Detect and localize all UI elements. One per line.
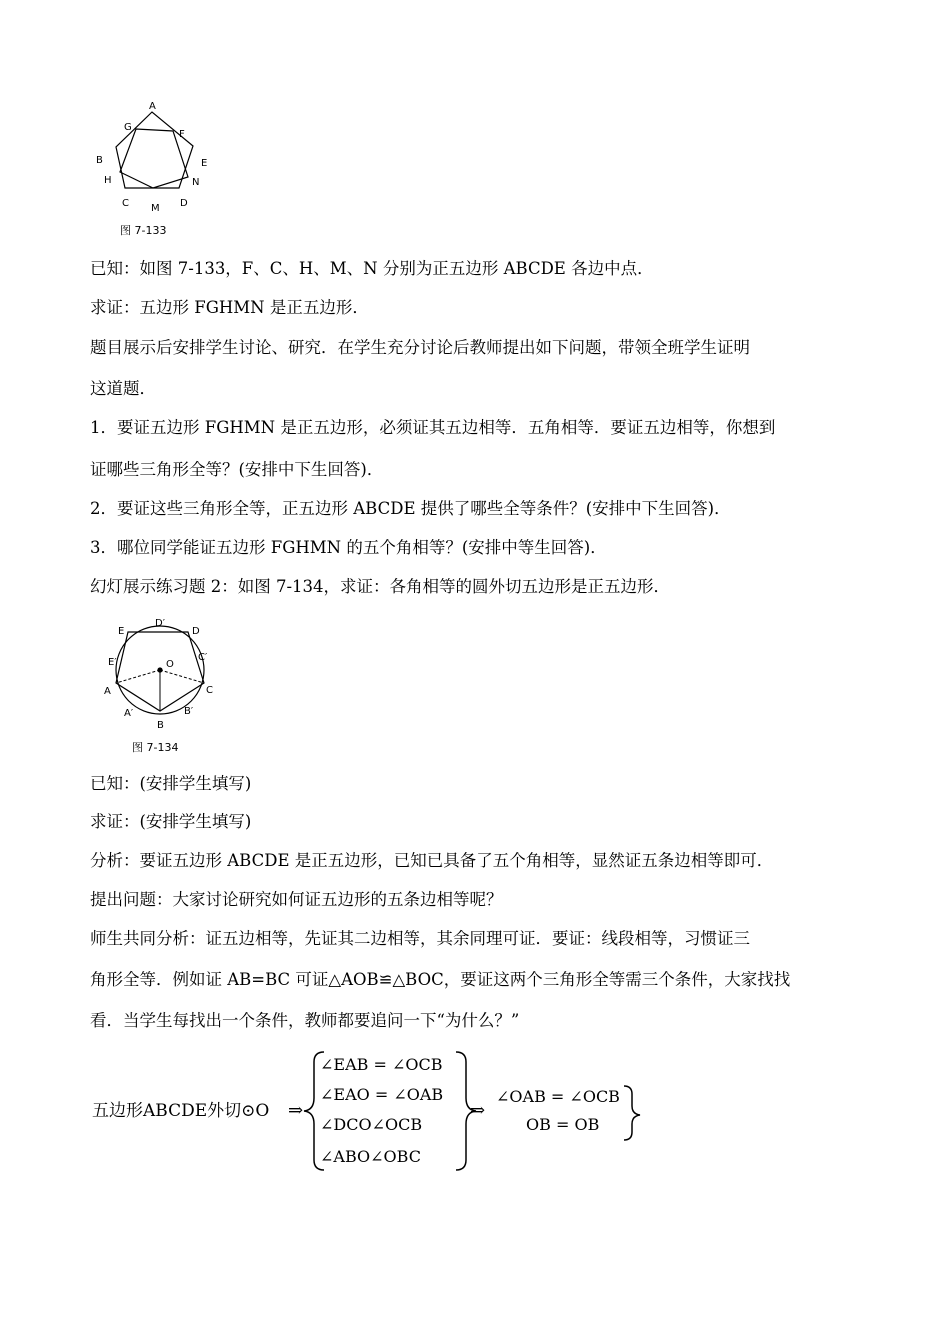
label-D: D	[180, 198, 188, 209]
label-O: O	[166, 659, 174, 670]
formula-svg	[92, 1048, 652, 1176]
question-1-line-1: 1．要证五边形 FGHMN 是正五边形，必须证其五边相等．五角相等．要证五边相等，你想到	[90, 418, 776, 437]
label-B: B	[157, 720, 164, 731]
label-E: E	[201, 158, 208, 169]
joint-analysis-line-2: 角形全等．例如证 AB=BC 可证△AOB≌△BOC，要证这两个三角形全等需三个条件，大家找找	[90, 970, 791, 989]
results-right-brace	[624, 1086, 640, 1140]
figure-7-133	[92, 96, 222, 216]
label-E: E	[118, 626, 125, 637]
label-D: D	[192, 626, 200, 637]
analysis: 分析：要证五边形 ABCDE 是正五边形，已知已具备了五个角相等，显然证五条边相等即可．	[90, 851, 774, 870]
proof-formula	[92, 1048, 652, 1176]
given-1: 已知：如图 7-133，F、C、H、M、N 分别为正五边形 ABCDE 各边中点．	[90, 259, 654, 278]
formula-arrow-1: ⇒	[288, 1100, 304, 1121]
condition-3: ∠DCO∠OCB	[320, 1115, 423, 1134]
center-point	[157, 667, 162, 672]
label-C: C	[122, 198, 129, 209]
label-Dp: D′	[155, 618, 165, 629]
label-H: H	[104, 175, 112, 186]
prove-1: 求证：五边形 FGHMN 是正五边形．	[90, 298, 369, 317]
question-1-line-2: 证哪些三角形全等？(安排中下生回答)．	[90, 460, 384, 479]
label-Ap: A′	[124, 708, 134, 719]
formula-arrow-2: ⇒	[470, 1100, 486, 1121]
intro-line-1: 题目展示后安排学生讨论、研究．在学生充分讨论后教师提出如下问题，带领全班学生证明	[90, 338, 750, 357]
label-C: C	[206, 685, 213, 696]
result-1: ∠OAB = ∠OCB	[496, 1087, 620, 1106]
figure-7-134	[92, 610, 232, 734]
inner-pentagon	[120, 129, 188, 188]
question-prompt: 提出问题：大家讨论研究如何证五边形的五条边相等呢？	[90, 890, 503, 909]
label-Ep: E′	[108, 657, 117, 668]
pentagon-diagram	[92, 96, 222, 216]
question-2: 2．要证这些三角形全等，正五边形 ABCDE 提供了哪些全等条件？(安排中下生回答)．	[90, 499, 731, 518]
prove-2: 求证：(安排学生填写)	[90, 812, 252, 831]
condition-4: ∠ABO∠OBC	[320, 1147, 421, 1166]
question-3: 3．哪位同学能证五边形 FGHMN 的五个角相等？(安排中等生回答)．	[90, 538, 607, 557]
condition-2: ∠EAO = ∠OAB	[320, 1085, 444, 1104]
label-G: G	[124, 122, 132, 133]
figure-7-133-caption: 图 7-133	[120, 224, 167, 237]
label-A: A	[149, 101, 156, 112]
joint-analysis-line-1: 师生共同分析：证五边相等，先证其二边相等，其余同理可证．要证：线段相等，习惯证三	[90, 929, 750, 948]
label-N: N	[192, 177, 200, 188]
tangential-pentagon-diagram	[92, 610, 232, 734]
figure-7-134-caption: 图 7-134	[132, 741, 179, 754]
exercise-2: 幻灯展示练习题 2：如图 7-134，求证：各角相等的圆外切五边形是正五边形．	[90, 577, 671, 596]
label-Bp: B′	[184, 706, 194, 717]
result-2: OB = OB	[526, 1115, 600, 1134]
intro-line-2: 这道题．	[90, 379, 156, 398]
label-M: M	[151, 203, 160, 214]
given-2: 已知：(安排学生填写)	[90, 774, 252, 793]
label-Cp: C′	[198, 652, 208, 663]
condition-1: ∠EAB = ∠OCB	[320, 1055, 443, 1074]
formula-premise: 五边形ABCDE外切⊙O	[92, 1101, 270, 1121]
joint-analysis-line-3: 看．当学生每找出一个条件，教师都要追问一下“为什么？”	[90, 1011, 520, 1030]
label-A: A	[104, 686, 111, 697]
label-B: B	[96, 155, 103, 166]
label-F: F	[179, 129, 185, 140]
